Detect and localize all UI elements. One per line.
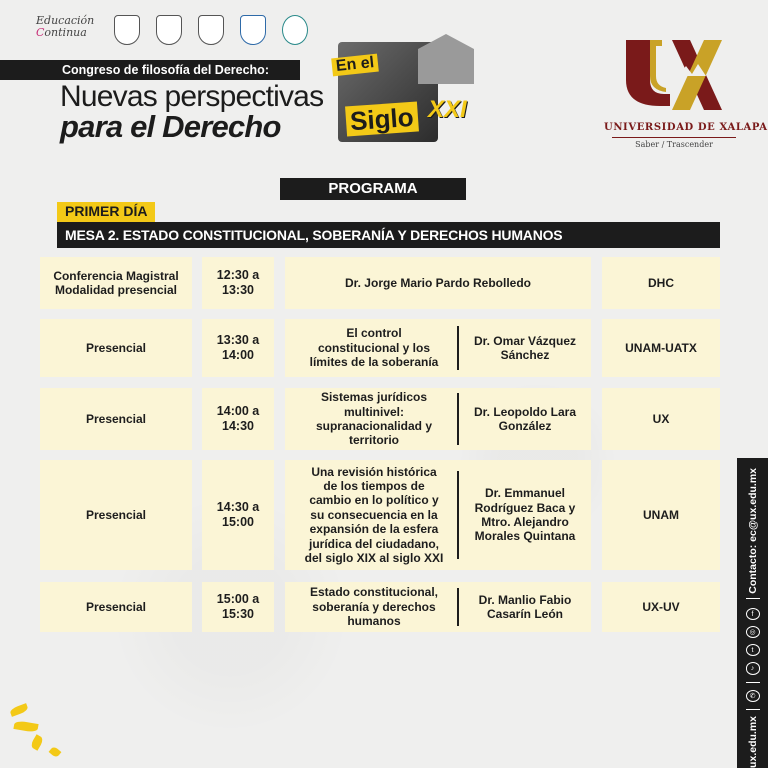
twitter-icon[interactable]: t — [746, 644, 760, 656]
row-2-time: 13:30 a 14:00 — [202, 319, 274, 377]
facebook-icon[interactable]: f — [746, 608, 760, 620]
row-4-type: Presencial — [40, 460, 192, 570]
row-3-topic: Sistemas jurídicos multinivel: supranacionalidad y territorio — [315, 390, 433, 448]
row-1-type: Conferencia Magistral Modalidad presencial — [40, 257, 192, 309]
partner-logos — [36, 12, 308, 48]
row-5-institution: UX-UV — [602, 582, 720, 632]
universidad-xalapa-logo: UNIVERSIDAD DE XALAPA Saber / Trascender — [604, 36, 744, 156]
row-5-topic: Estado constitucional, soberanía y derechos humanos — [309, 585, 438, 629]
whatsapp-icon[interactable]: ✆ — [746, 690, 760, 702]
website-link[interactable]: ux.edu.mx — [746, 716, 759, 768]
row-2-topic-speaker — [285, 319, 591, 377]
row-1-time: 12:30 a 13:30 — [202, 257, 274, 309]
row-4-speaker: Dr. Emmanuel Rodríguez Baca y Mtro. Alejandro Morales Quintana — [474, 486, 576, 544]
justice-emblem-icon — [282, 15, 308, 45]
university-seal-icon — [114, 15, 140, 45]
day-label: PRIMER DÍA — [57, 202, 155, 222]
leaf-decoration — [30, 734, 45, 751]
row-4-topic-speaker — [285, 460, 591, 570]
institute-seal-icon — [156, 15, 182, 45]
row-5-type: Presencial — [40, 582, 192, 632]
row-5-speaker: Dr. Manlio Fabio Casarín León — [478, 592, 572, 621]
siglo-xxi-badge: En el Siglo XXI — [332, 34, 476, 144]
contact-email[interactable]: Contacto: ec@ux.edu.mx — [746, 468, 759, 594]
row-2-institution: UNAM-UATX — [602, 319, 720, 377]
row-5-topic-speaker — [285, 582, 591, 632]
row-3-type: Presencial — [40, 388, 192, 450]
congress-label: Congreso de filosofía del Derecho: — [0, 60, 300, 80]
leaf-decoration — [13, 720, 38, 733]
faculty-shield-icon — [198, 15, 224, 45]
row-2-speaker: Dr. Omar Vázquez Sánchez — [473, 333, 577, 362]
unam-shield-icon — [240, 15, 266, 45]
row-2-type: Presencial — [40, 319, 192, 377]
programa-heading: PROGRAMA — [280, 178, 466, 200]
tiktok-icon[interactable]: ♪ — [746, 662, 760, 674]
row-4-institution: UNAM — [602, 460, 720, 570]
row-3-topic-speaker — [285, 388, 591, 450]
instagram-icon[interactable]: ◎ — [746, 626, 760, 638]
row-3-institution: UX — [602, 388, 720, 450]
row-2-topic: El control constitucional y los límites de la soberanía — [309, 326, 439, 370]
row-3-time: 14:00 a 14:30 — [202, 388, 274, 450]
contact-strip — [737, 458, 768, 768]
row-5-time: 15:00 a 15:30 — [202, 582, 274, 632]
mesa-title: MESA 2. ESTADO CONSTITUCIONAL, SOBERANÍA Y DERECHOS HUMANOS — [57, 222, 720, 248]
row-1-institution: DHC — [602, 257, 720, 309]
event-title-line1: Nuevas perspectivas — [60, 80, 324, 113]
leaf-decoration — [49, 746, 62, 759]
event-title-line2: para el Derecho — [60, 109, 281, 144]
row-1-speaker: Dr. Jorge Mario Pardo Rebolledo — [285, 257, 591, 309]
educacion-continua-logo: Educación Continua — [36, 14, 95, 39]
row-4-topic: Una revisión histórica de los tiempos de cambio en lo político y su consecuencia en la expansión de la esfera jurídica del ciudadano, del siglo XIX al siglo XXI — [304, 464, 444, 565]
row-4-time: 14:30 a 15:00 — [202, 460, 274, 570]
row-3-speaker: Dr. Leopoldo Lara González — [473, 404, 576, 433]
ux-monogram-icon — [620, 36, 728, 114]
leaf-decoration — [9, 703, 29, 717]
